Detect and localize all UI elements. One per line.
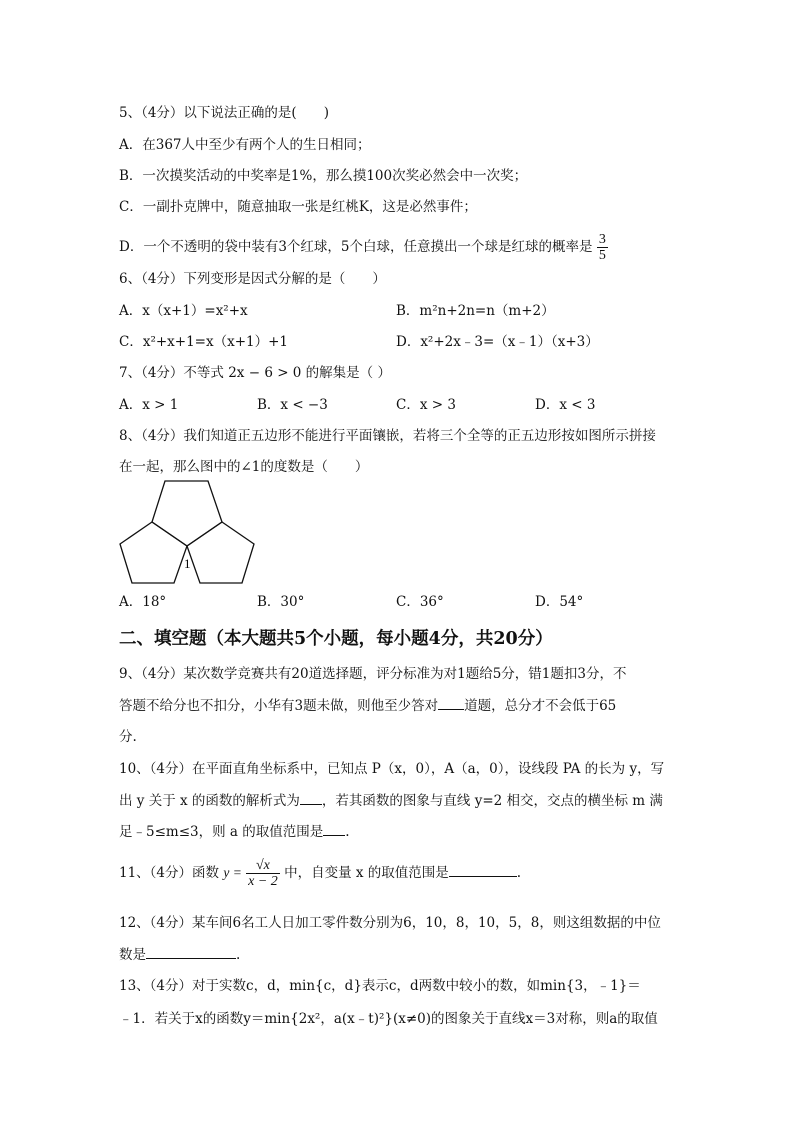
q12-line2 (119, 946, 240, 964)
q12-answer-blank[interactable] (146, 946, 236, 959)
q13-line1: 13、（4分）对于实数c，d，min{c，d}表示c，d两数中较小的数，如min{3，﹣1}＝ (119, 978, 641, 994)
q8-line1: 8、（4分）我们知道正五边形不能进行平面镶嵌，若将三个全等的正五边形按如图所示拼接 (119, 428, 656, 444)
top-pentagon (152, 481, 222, 546)
q5-option-d: D．一个不透明的袋中装有3个红球，5个白球，任意摸出一个球是红球的概率是 (119, 239, 593, 255)
q10-line2-a: 出 y 关于 x 的函数的解析式为 (119, 793, 300, 809)
q10-line2 (119, 792, 663, 810)
q10-answer-blank-2[interactable] (323, 823, 345, 836)
q12-line2-b: . (236, 947, 241, 963)
q5-fraction (597, 232, 608, 263)
q8-line2: 在一起，那么图中的∠1的度数是（ ） (119, 459, 369, 475)
q9-line2 (119, 697, 616, 715)
q11-line (119, 858, 521, 889)
q11-function-y: y = (223, 865, 242, 880)
q11-mid: 中，自变量 x 的取值范围是 (284, 865, 449, 881)
q13-line2: ﹣1．若关于x的函数y＝min{2x²，a(x﹣t)²}(x≠0)的图象关于直线x＝3对称，则a的取值 (119, 1011, 658, 1027)
q10-line3-a: 足﹣5≤m≤3，则 a 的取值范围是 (119, 824, 324, 840)
q9-line1: 9、（4分）某次数学竞赛共有20道选择题，评分标准为对1题给5分，错1题扣3分，不 (119, 666, 627, 682)
q5-option-c: C．一副扑克牌中，随意抽取一张是红桃K，这是必然事件； (119, 199, 477, 215)
q11-end: . (516, 865, 522, 881)
q5-stem: 5、（4分）以下说法正确的是( ) (119, 105, 329, 121)
q7-stem: 7、（4分）不等式 2x − 6 > 0 的解集是（ ） (119, 365, 391, 381)
q6-option-a: A．x（x+1）=x²+x (119, 303, 248, 319)
angle-1-label: 1 (184, 556, 191, 571)
q11-numerator: √x (246, 858, 280, 874)
q7-option-d: D．x < 3 (535, 397, 596, 413)
q5-fraction-den: 5 (598, 248, 606, 263)
q5-fraction-num: 3 (598, 232, 606, 247)
section2-heading: 二、填空题（本大题共5个小题，每小题4分，共20分） (119, 629, 553, 649)
q10-line3 (119, 823, 350, 841)
q8-option-d: D．54° (535, 594, 584, 610)
q12-line2-a: 数是 (119, 947, 146, 963)
q8-option-b: B．30° (257, 594, 305, 610)
q11-fraction (246, 858, 280, 889)
q5-option-b: B．一次摸奖活动的中奖率是1%，那么摸100次奖必然会中一次奖； (119, 168, 528, 184)
pentagon-figure (112, 476, 262, 588)
q6-option-c: C．x²+x+1=x（x+1）+1 (119, 334, 289, 350)
q6-stem: 6、（4分）下列变形是因式分解的是（ ） (119, 271, 386, 287)
left-pentagon (120, 522, 187, 583)
right-pentagon (187, 522, 254, 583)
q8-option-a: A．18° (119, 594, 167, 610)
q10-line2-b: ，若其函数的图象与直线 y=2 相交，交点的横坐标 m 满 (321, 793, 663, 809)
q10-line3-b: . (345, 824, 350, 840)
q9-line3: 分. (119, 729, 137, 745)
q11-answer-blank[interactable] (449, 864, 517, 877)
q7-option-b: B．x < −3 (257, 397, 328, 413)
q7-option-a: A．x > 1 (119, 397, 179, 413)
q9-line2-b: 道题，总分才不会低于65 (464, 698, 617, 714)
q6-option-d: D．x²+2x﹣3=（x﹣1）（x+3） (396, 334, 599, 350)
q5-option-a: A．在367人中至少有两个人的生日相同； (119, 137, 371, 153)
q11-prefix: 11、（4分）函数 (119, 865, 220, 881)
q5-option-d-line (119, 232, 608, 263)
q9-line2-a: 答题不给分也不扣分，小华有3题未做，则他至少答对 (119, 698, 439, 714)
q10-line1: 10、（4分）在平面直角坐标系中，已知点 P（x，0），A（a，0），设线段 PA 的长为 y，写 (119, 761, 665, 777)
q11-denominator: x − 2 (248, 874, 278, 889)
q6-option-b: B．m²n+2n=n（m+2） (396, 303, 555, 319)
q12-line1: 12、（4分）某车间6名工人日加工零件数分别为6，10，8，10，5，8，则这组数据的中位 (119, 915, 661, 931)
q9-answer-blank[interactable] (438, 697, 464, 710)
q7-option-c: C．x > 3 (396, 397, 456, 413)
q8-option-c: C．36° (396, 594, 444, 610)
q10-answer-blank-1[interactable] (300, 792, 322, 805)
